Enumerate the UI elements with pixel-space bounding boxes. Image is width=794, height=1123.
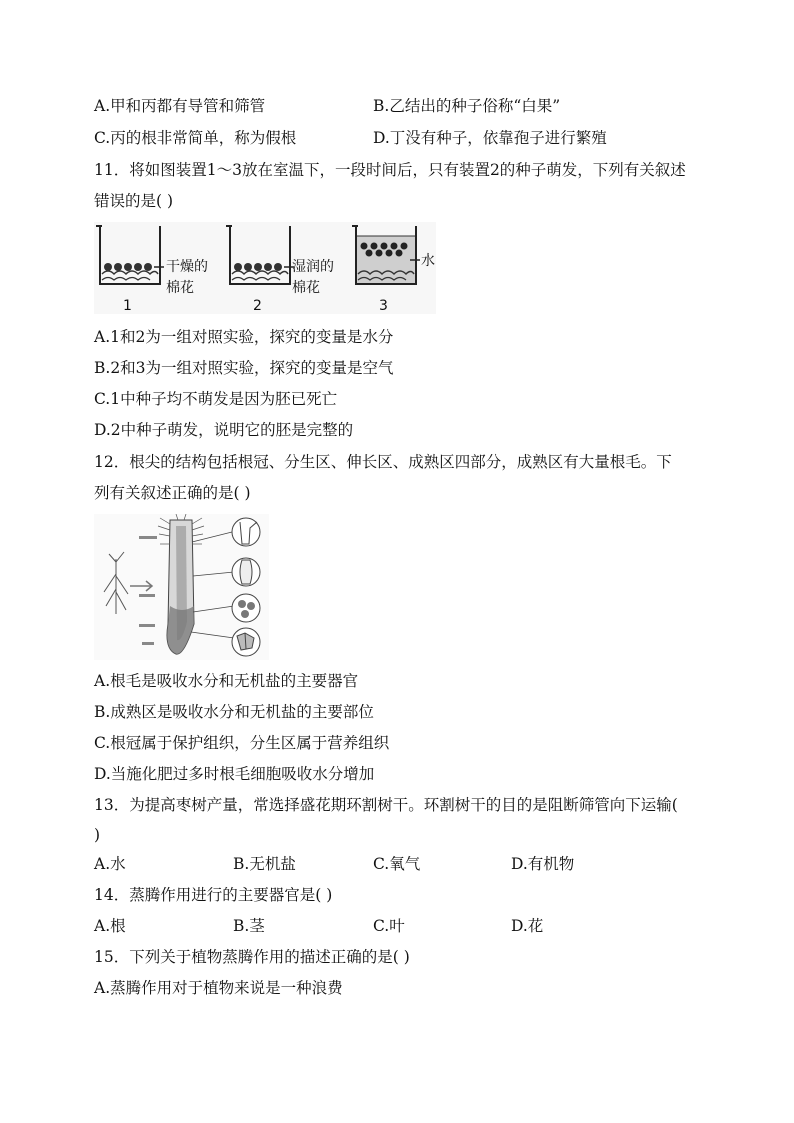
label-dry-cotton-line1: 干燥的 bbox=[166, 259, 208, 275]
q12-option-a: A.根毛是吸收水分和无机盐的主要器官 bbox=[94, 672, 359, 690]
q14-option-d: D.花 bbox=[511, 917, 544, 935]
q11-option-d: D.2中种子萌发，说明它的胚是完整的 bbox=[94, 421, 354, 439]
label-wet-cotton-line1: 湿润的 bbox=[292, 259, 334, 275]
beaker-3-number: 3 bbox=[379, 298, 388, 314]
q13-stem-line-1: 13．为提高枣树产量，常选择盛花期环割树干。环割树干的目的是阻断筛管向下运输( bbox=[94, 796, 678, 814]
beaker-1-number: 1 bbox=[123, 298, 132, 314]
germination-experiment-figure bbox=[94, 222, 436, 314]
q14-option-a: A.根 bbox=[94, 917, 126, 935]
q13-option-a: A.水 bbox=[94, 855, 126, 873]
q11-stem-line-1: 11．将如图装置1～3放在室温下，一段时间后，只有装置2的种子萌发，下列有关叙述 bbox=[94, 161, 686, 179]
q13-option-c: C.氧气 bbox=[373, 855, 421, 873]
q12-option-d: D.当施化肥过多时根毛细胞吸收水分增加 bbox=[94, 765, 375, 783]
q14-option-b: B.茎 bbox=[233, 917, 265, 935]
q10-option-a: A.甲和丙都有导管和筛管 bbox=[94, 97, 266, 115]
q12-stem-line-2: 列有关叙述正确的是( ) bbox=[94, 484, 251, 502]
q11-option-c: C.1中种子均不萌发是因为胚已死亡 bbox=[94, 390, 338, 408]
q12-option-c: C.根冠属于保护组织，分生区属于营养组织 bbox=[94, 734, 390, 752]
q15-option-a: A.蒸腾作用对于植物来说是一种浪费 bbox=[94, 979, 343, 997]
q10-option-b: B.乙结出的种子俗称“白果” bbox=[373, 97, 561, 115]
q13-option-b: B.无机盐 bbox=[233, 855, 296, 873]
cell-detail-elongation bbox=[232, 558, 260, 586]
q13-option-d: D.有机物 bbox=[511, 855, 575, 873]
label-dry-cotton-line2: 棉花 bbox=[166, 280, 194, 296]
q14-stem: 14．蒸腾作用进行的主要器官是( ) bbox=[94, 886, 333, 904]
q12-stem-line-1: 12．根尖的结构包括根冠、分生区、伸长区、成熟区四部分，成熟区有大量根毛。下 bbox=[94, 453, 672, 471]
cell-detail-root-hair bbox=[232, 518, 260, 546]
root-tip-structure-figure bbox=[94, 514, 269, 660]
q11-option-b: B.2和3为一组对照实验，探究的变量是空气 bbox=[94, 359, 394, 377]
q12-option-b: B.成熟区是吸收水分和无机盐的主要部位 bbox=[94, 703, 374, 721]
q13-stem-line-2: ) bbox=[94, 826, 101, 844]
label-wet-cotton-line2: 棉花 bbox=[292, 280, 320, 296]
label-water: 水 bbox=[421, 253, 435, 269]
q15-stem: 15．下列关于植物蒸腾作用的描述正确的是( ) bbox=[94, 948, 410, 966]
q10-option-d: D.丁没有种子，依靠孢子进行繁殖 bbox=[373, 129, 607, 147]
q11-stem-line-2: 错误的是( ) bbox=[94, 192, 174, 210]
q10-option-c: C.丙的根非常简单，称为假根 bbox=[94, 129, 297, 147]
cell-detail-meristem bbox=[232, 594, 260, 622]
q11-option-a: A.1和2为一组对照实验，探究的变量是水分 bbox=[94, 328, 394, 346]
q14-option-c: C.叶 bbox=[373, 917, 405, 935]
cell-detail-root-cap bbox=[232, 628, 260, 656]
beaker-2-number: 2 bbox=[253, 298, 262, 314]
